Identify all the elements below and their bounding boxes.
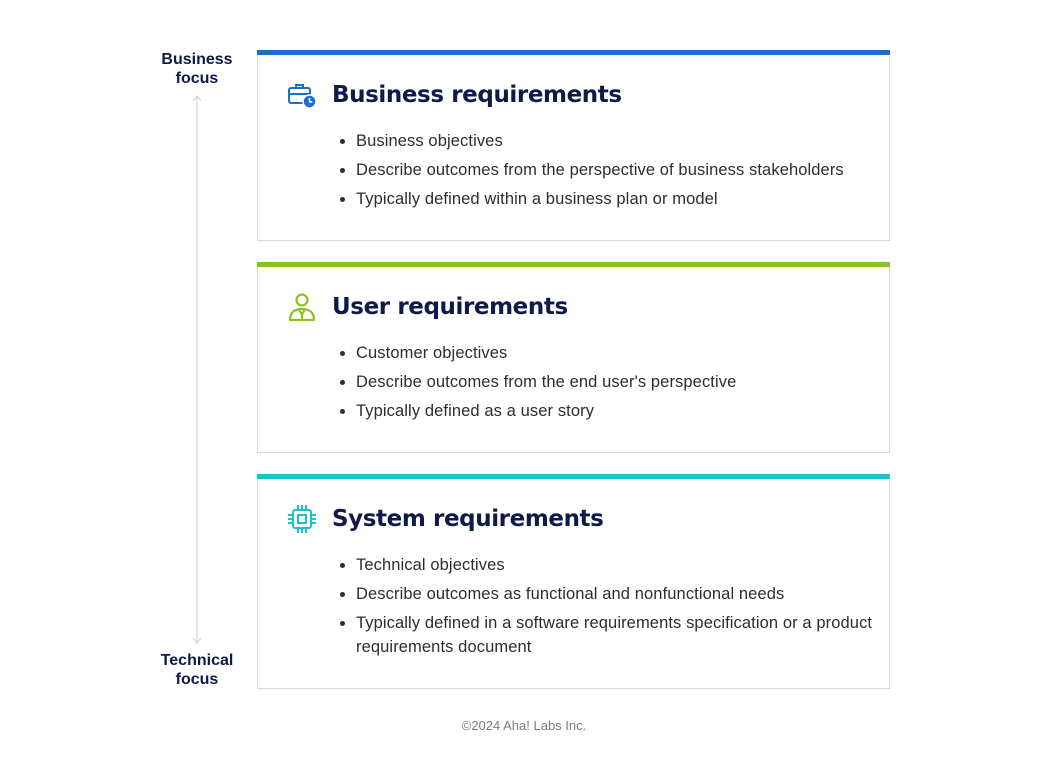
copyright-footer: ©2024 Aha! Labs Inc. [461, 718, 587, 733]
card-user-requirements [257, 262, 890, 453]
card-accent-bar [257, 262, 890, 267]
axis-label-technical-focus [137, 651, 257, 689]
card-header [287, 80, 622, 110]
card-title: Business requirements [332, 82, 622, 108]
list-item: • Describe outcomes from the end user's perspective [356, 370, 876, 394]
card-business-requirements [257, 50, 890, 241]
list-item: • Describe outcomes from the perspective of business stakeholders [356, 158, 876, 182]
card-header [287, 292, 568, 322]
card-accent-bar [257, 474, 890, 479]
card-bullet-list [340, 553, 876, 664]
list-item: • Typically defined in a software requirements specification or a product requirements document [356, 611, 876, 659]
list-item: • Technical objectives [356, 553, 876, 577]
list-item: • Business objectives [356, 129, 876, 153]
card-bullet-list [340, 341, 876, 428]
list-item: • Typically defined as a user story [356, 399, 876, 423]
axis-label-bottom-line1: Technical [160, 652, 234, 669]
axis-label-bottom-line2: focus [175, 671, 219, 688]
list-item: • Typically defined within a business plan or model [356, 187, 876, 211]
axis-label-business-focus [137, 50, 257, 88]
card-header [287, 504, 603, 534]
card-bullet-list [340, 129, 876, 216]
briefcase-clock-icon [287, 80, 317, 110]
card-accent-bar [257, 50, 890, 55]
user-icon [287, 292, 317, 322]
axis-label-top-line1: Business [161, 51, 233, 68]
card-system-requirements [257, 474, 890, 689]
card-title: System requirements [332, 506, 604, 532]
list-item: • Customer objectives [356, 341, 876, 365]
chip-icon [287, 504, 317, 534]
axis-double-arrow [190, 94, 204, 645]
card-title: User requirements [332, 294, 568, 320]
axis-label-top-line2: focus [175, 70, 219, 87]
list-item: • Describe outcomes as functional and nonfunctional needs [356, 582, 876, 606]
